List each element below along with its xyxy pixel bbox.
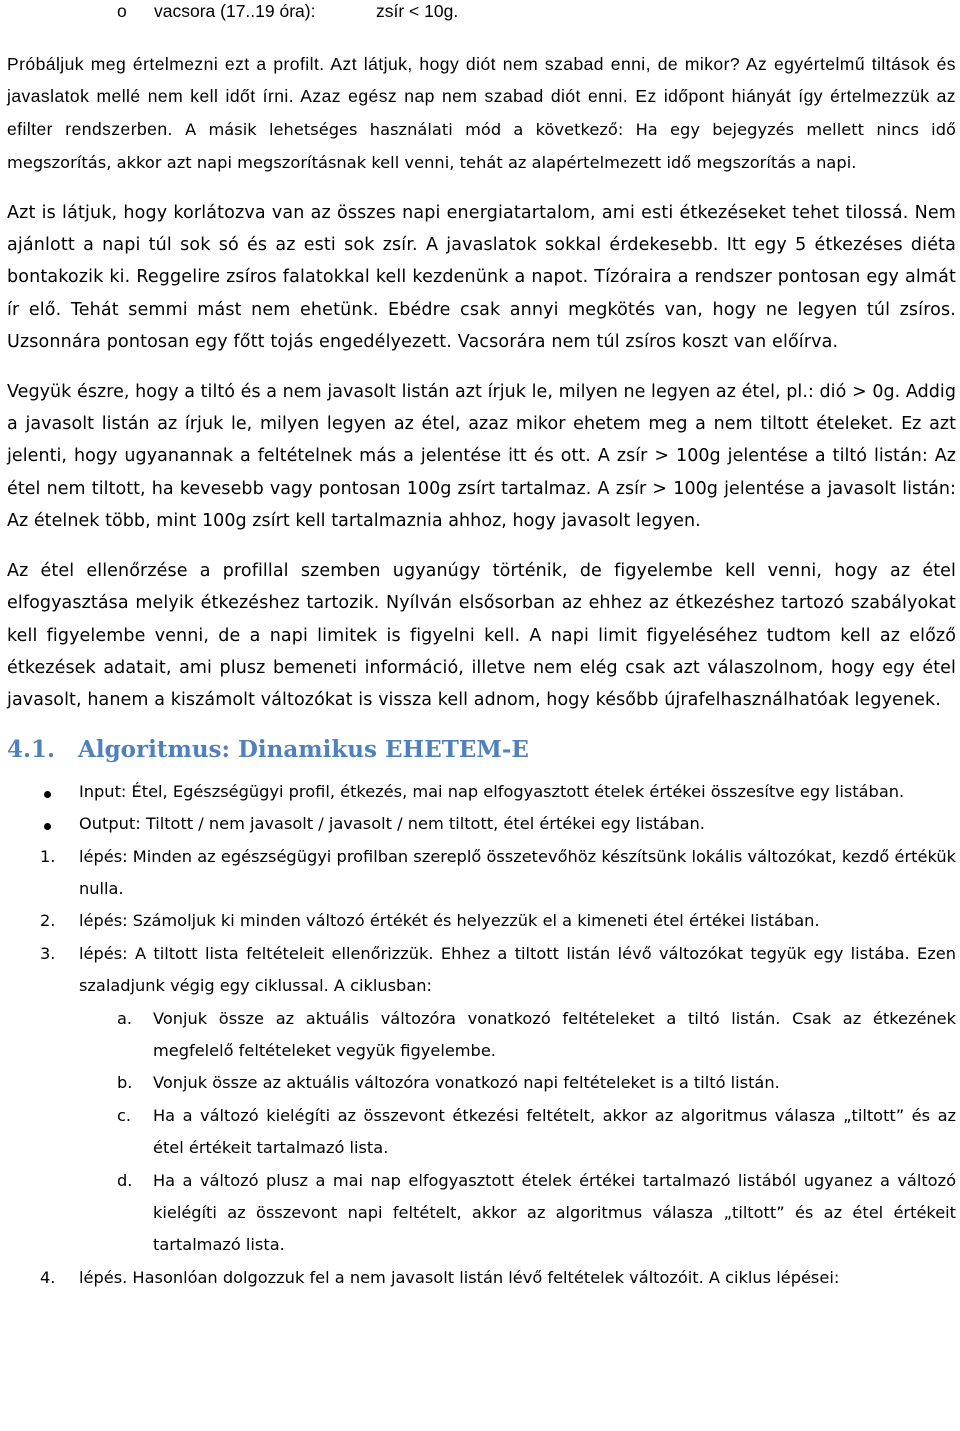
list-letter: c. [117, 1105, 132, 1125]
list-letter: d. [117, 1170, 133, 1190]
list-item-text: Ha a változó kielégíti az összevont étkezési feltételt, akkor az algoritmus válasza „tiltott” és az étel értékeit tartalmazó lista. [153, 1105, 956, 1158]
list-item-step-2 [7, 905, 956, 937]
list-item-text: lépés: Minden az egészségügyi profilban szereplő összetevőhöz készítsünk lokális változókat, kezdő értékük nulla. [79, 846, 956, 898]
list-item-text: Input: Étel, Egészségügyi profil, étkezés, mai nap elfogyasztott ételek értékei összesítve egy listában. [79, 781, 905, 801]
meal-condition: zsír < 10g. [376, 1, 459, 21]
list-item-step-3a [7, 1003, 956, 1068]
list-item-step-3d [7, 1165, 956, 1262]
list-item-text: lépés: A tiltott lista feltételeit ellenőrizzük. Ehhez a tiltott listán lévő változókat tegyük egy listába. Ezen szaladjunk végig egy ciklussal. A ciklusban: [79, 943, 956, 996]
list-item-output [7, 808, 956, 840]
list-number: 1. [40, 846, 56, 866]
bullet-icon [44, 823, 51, 830]
document-page [7, 0, 956, 1294]
bullet-icon [44, 791, 51, 798]
list-item-input [7, 776, 956, 808]
list-item-step-3 [7, 938, 956, 1003]
list-number: 2. [40, 911, 56, 931]
list-letter: b. [117, 1073, 133, 1093]
dinner-fat-rule [7, 0, 956, 32]
paragraph-part-arial: Próbáljuk meg értelmezni ezt a profilt. Azt látjuk, hogy diót nem szabad enni, de mikor? Az egyértelmű tiltások és javaslatok mellé nem kell időt írni. Azaz egész nap nem szabad diót enni. Ez időpont hiányát így értelmezzük az efilter rendszerben. [7, 54, 956, 139]
list-item-step-3b [7, 1067, 956, 1099]
meal-label: vacsora (17..19 óra): [154, 1, 316, 21]
algorithm-steps-list [7, 776, 956, 1295]
list-item-text: Output: Tiltott / nem javasolt / javasolt / nem tiltott, étel értékei egy listában. [79, 814, 705, 834]
list-number: 4. [40, 1267, 56, 1287]
section-title: Algoritmus: Dinamikus EHETEM-E [78, 735, 529, 763]
section-heading [7, 734, 956, 766]
paragraph-list-semantics: Vegyük észre, hogy a tiltó és a nem javasolt listán azt írjuk le, milyen ne legyen az étel, pl.: dió > 0g. Addig a javasolt listán az írjuk le, milyen legyen az étel, azaz mikor ehetem meg a nem tiltott ételeket. Ez azt jelenti, hogy ugyanannak a feltételnek más a jelentése itt és ott. A zsír > 100g jelentése a tiltó listán: Az étel nem tiltott, ha kevesebb vagy pontosan 100g zsírt tartalmaz. A zsír > 100g jelentése a javasolt listán: Az ételnek több, mint 100g zsírt kell tartalmaznia ahhoz, hogy javasolt legyen. [7, 381, 956, 532]
list-item-text: lépés: Számoljuk ki minden változó értékét és helyezzük el a kimeneti étel értékei listában. [79, 911, 820, 931]
paragraph-daily-limits: Azt is látjuk, hogy korlátozva van az összes napi energiatartalom, ami esti étkezéseket tehet tilossá. Nem ajánlott a napi túl sok só és az esti sok zsír. A javaslatok sokkal érdekesebb. Itt egy 5 étkezéses diéta bontakozik ki. Reggelire zsíros falatokkal kell kezdenünk a napot. Tízóraira a rendszer pontosan egy almát ír elő. Tehát semmi mást nem ehetünk. Ebédre csak annyi megkötés van, hogy ne legyen túl zsíros. Uzsonnára pontosan egy főtt tojás engedélyezett. Vacsorára nem túl zsíros koszt van előírva. [7, 202, 956, 353]
list-number: 3. [40, 943, 56, 963]
paragraph-profile-interpretation [7, 48, 956, 180]
list-item-text: lépés. Hasonlóan dolgozzuk fel a nem javasolt listán lévő feltételek változóit. A ciklus lépései: [79, 1267, 840, 1287]
list-item-step-4 [7, 1262, 956, 1294]
list-letter: a. [117, 1008, 133, 1028]
list-item-step-1 [7, 841, 956, 906]
section-number: 4.1. [7, 735, 56, 763]
paragraph-food-check: Az étel ellenőrzése a profillal szemben ugyanúgy történik, de figyelembe kell venni, hogy az étel elfogyasztása melyik étkezéshez tartozik. Nyílván elsősorban az ehhez az étkezéshez tartozó szabályokat kell figyelembe venni, de a napi limitek is figyelni kell. A napi limit figyeléséhez tudtom kell az előző étkezések adatait, ami plusz bemeneti információ, illetve nem elég csak azt válaszolnom, hogy egy étel javasolt, hanem a kiszámolt változókat is vissza kell adnom, hogy később újrafelhasználhatóak legyenek. [7, 560, 956, 711]
list-item-text: Vonjuk össze az aktuális változóra vonatkozó napi feltételeket is a tiltó listán. [153, 1073, 780, 1093]
list-marker: o [117, 1, 127, 21]
paragraph-part-calibri: A másik lehetséges használati mód a következő: Ha egy bejegyzés mellett nincs idő megszorítás, akkor azt napi megszorításnak kell venni, tehát az alapértelmezett idő megszorítás a napi. [7, 119, 956, 173]
list-item-text: Ha a változó plusz a mai nap elfogyasztott ételek értékei tartalmazó listából ugyanez a változó kielégíti az összevont napi feltételt, akkor az algoritmus válasza „tiltott” és az étel értékeit tartalmazó lista. [153, 1170, 956, 1255]
list-item-text: Vonjuk össze az aktuális változóra vonatkozó feltételeket a tiltó listán. Csak az étkezének megfelelő feltételeket vegyük figyelembe. [153, 1008, 956, 1060]
list-item-step-3c [7, 1100, 956, 1165]
